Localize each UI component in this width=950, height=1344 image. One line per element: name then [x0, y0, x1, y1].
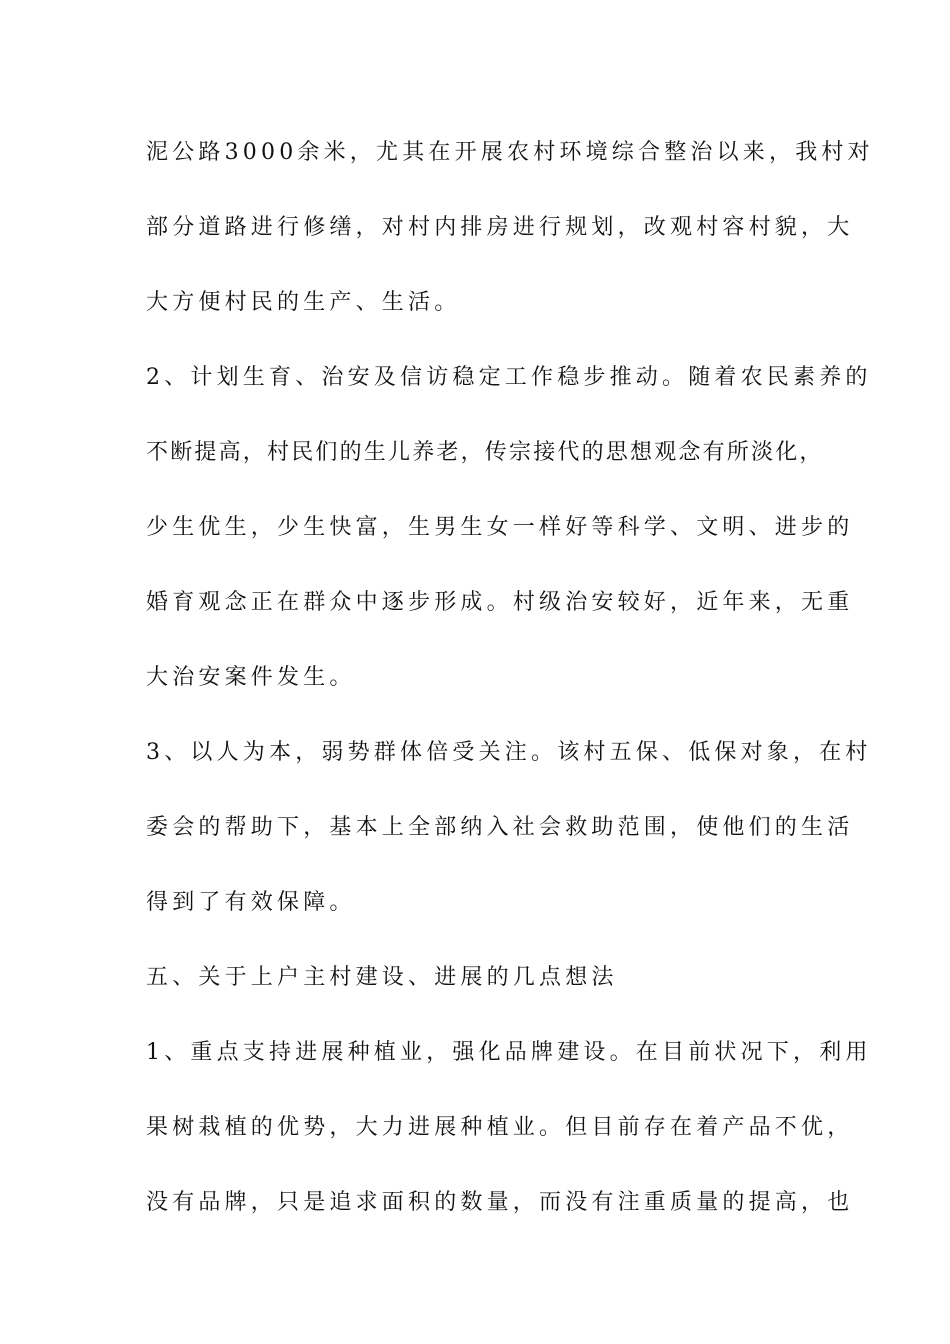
text-line: 1、重点支持进展种植业，强化品牌建设。在目前状况下，利用 — [146, 1040, 872, 1065]
text-line: 没有品牌，只是追求面积的数量，而没有注重质量的提高，也 — [146, 1190, 854, 1215]
text-line: 委会的帮助下，基本上全部纳入社会救助范围，使他们的生活 — [146, 815, 854, 840]
text-line: 2、计划生育、治安及信访稳定工作稳步推动。随着农民素养的 — [146, 365, 872, 390]
text-line: 得到了有效保障。 — [146, 890, 356, 915]
text-line: 大治安案件发生。 — [146, 665, 356, 690]
text-line: 泥公路3000余米，尤其在开展农村环境综合整治以来，我村对 — [146, 140, 874, 165]
text-line: 3、以人为本，弱势群体倍受关注。该村五保、低保对象，在村 — [146, 740, 872, 765]
body-text — [146, 130, 874, 1255]
text-line: 不断提高，村民们的生儿养老，传宗接代的思想观念有所淡化， — [146, 440, 824, 465]
text-line: 少生优生，少生快富，生男生女一样好等科学、文明、进步的 — [146, 515, 854, 540]
text-line: 婚育观念正在群众中逐步形成。村级治安较好，近年来，无重 — [146, 590, 854, 615]
text-line: 果树栽植的优势，大力进展种植业。但目前存在着产品不优， — [146, 1115, 854, 1140]
text-line: 部分道路进行修缮，对村内排房进行规划，改观村容村貌，大 — [146, 215, 854, 240]
text-line: 大方便村民的生产、生活。 — [146, 290, 461, 315]
section-heading: 五、关于上户主村建设、进展的几点想法 — [146, 965, 618, 990]
